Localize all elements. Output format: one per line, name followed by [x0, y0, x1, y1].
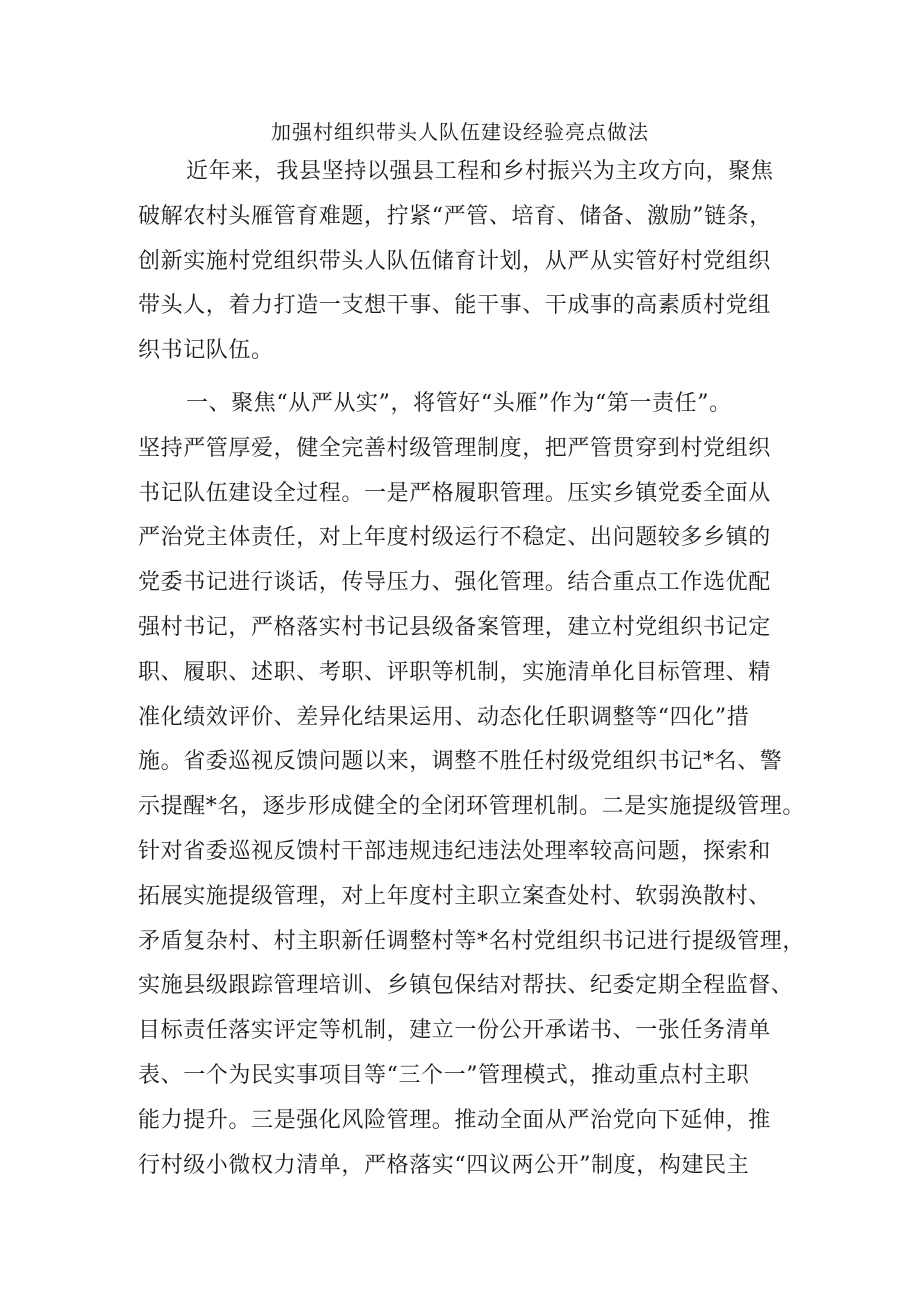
- intro-line: 织书记队伍。: [138, 338, 274, 364]
- section-line: 矛盾复杂村、村主职新任调整村等*名村党组织书记进行提级管理，: [138, 928, 806, 954]
- section-line: 行村级小微权力清单，严格落实“四议两公开”制度，构建民主: [138, 1152, 750, 1178]
- paragraph-gap: [138, 374, 808, 382]
- section-line: 书记队伍建设全过程。一是严格履职管理。压实乡镇党委全面从: [138, 480, 771, 506]
- section-line: 党委书记进行谈话，传导压力、强化管理。结合重点工作选优配: [138, 570, 771, 596]
- section-line: 坚持严管厚爱，健全完善村级管理制度，把严管贯穿到村党组织: [138, 435, 771, 461]
- section-line: 针对省委巡视反馈村干部违规违纪违法处理率较高问题，探索和: [138, 838, 771, 864]
- section-line: 能力提升。三是强化风险管理。推动全面从严治党向下延伸，推: [138, 1107, 771, 1133]
- section-line: 示提醒*名，逐步形成健全的全闭环管理机制。二是实施提级管理。: [138, 794, 806, 820]
- intro-line: 破解农村头雁管育难题，拧紧“严管、培育、储备、激励”链条，: [138, 203, 772, 229]
- section-heading-line: 一、聚焦“从严从实”，将管好“头雁”作为“第一责任”。: [186, 390, 732, 416]
- section-line: 目标责任落实评定等机制，建立一份公开承诺书、一张任务清单: [138, 1018, 771, 1044]
- section-line: 实施县级跟踪管理培训、乡镇包保结对帮扶、纪委定期全程监督、: [138, 973, 794, 999]
- intro-line: 带头人，着力打造一支想干事、能干事、干成事的高素质村党组: [138, 293, 771, 319]
- section-line: 施。省委巡视反馈问题以来，调整不胜任村级党组织书记*名、警: [138, 749, 783, 775]
- section-line: 拓展实施提级管理，对上年度村主职立案查处村、软弱涣散村、: [138, 883, 771, 909]
- section-line: 职、履职、述职、考职、评职等机制，实施清单化目标管理、精: [138, 659, 771, 685]
- intro-line: 创新实施村党组织带头人队伍储育计划，从严从实管好村党组织: [138, 248, 771, 274]
- document-title: 加强村组织带头人队伍建设经验亮点做法: [271, 120, 649, 144]
- section-line: 表、一个为民实事项目等“三个一”管理模式，推动重点村主职: [138, 1062, 750, 1088]
- intro-line: 近年来，我县坚持以强县工程和乡村振兴为主攻方向，聚焦: [186, 159, 774, 184]
- section-line: 严治党主体责任，对上年度村级运行不稳定、出问题较多乡镇的: [138, 525, 771, 551]
- section-line: 强村书记，严格落实村书记县级备案管理，建立村党组织书记定: [138, 614, 771, 640]
- section-line: 准化绩效评价、差异化结果运用、动态化任职调整等“四化”措: [138, 704, 750, 730]
- document-body: [138, 150, 808, 1188]
